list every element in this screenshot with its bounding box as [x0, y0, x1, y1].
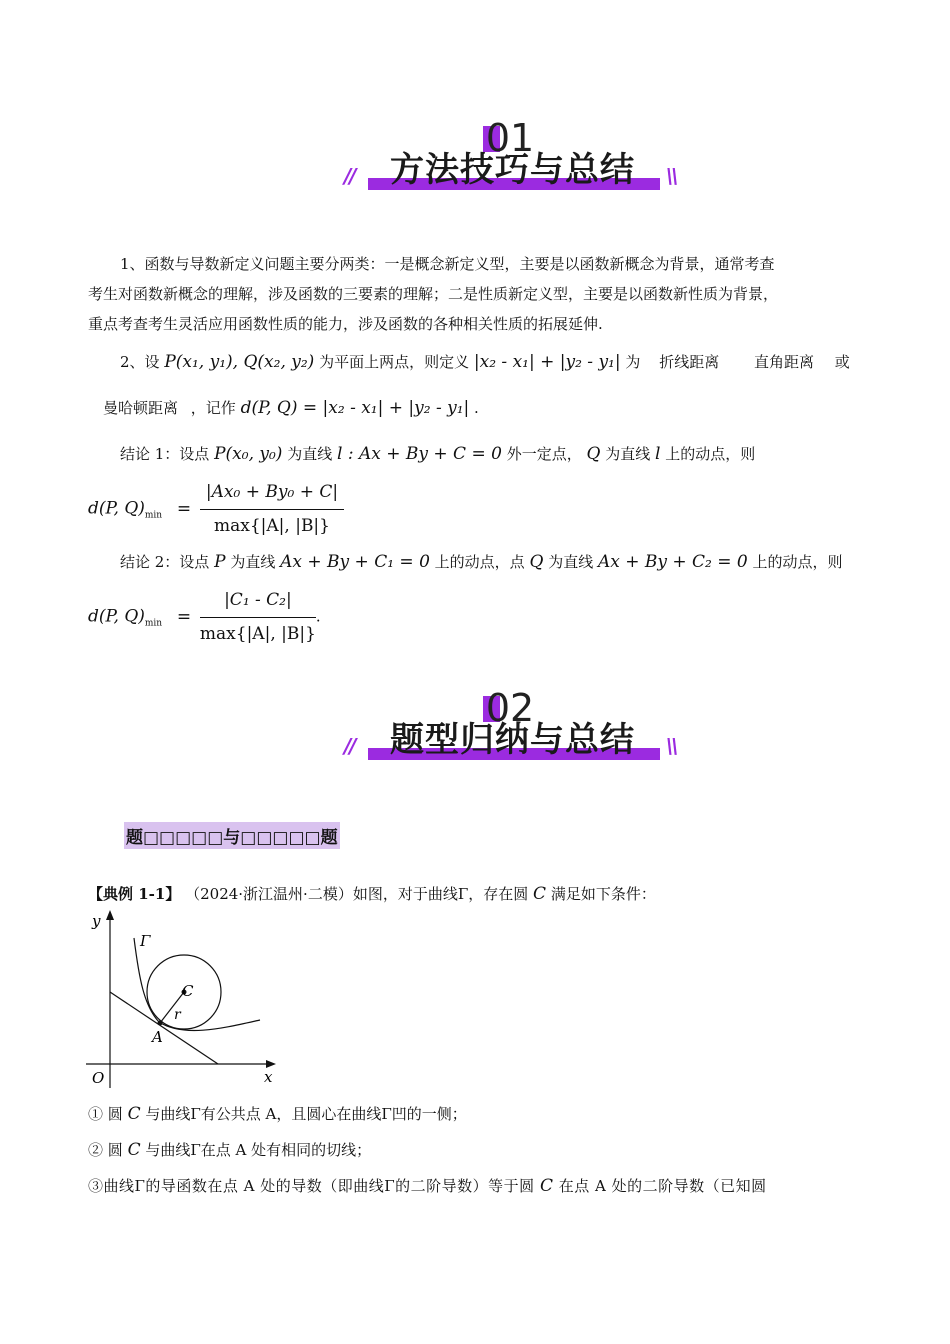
example-c: C: [533, 884, 547, 904]
y-axis-arrow-icon: [106, 910, 114, 920]
para2-or: 或: [834, 353, 850, 371]
condition-c: C: [127, 1104, 141, 1124]
conclusion2-line: [120, 548, 843, 577]
para2-end: .: [474, 399, 479, 417]
c2-p: P: [214, 552, 226, 572]
c1-eq: =: [176, 498, 192, 519]
c2-fraction: [200, 586, 316, 649]
topic-tag: 题□□□□□与□□□□□题: [124, 822, 340, 849]
c1-t4: 上的动点，则: [665, 445, 756, 463]
heading-title: 方法技巧与总结: [390, 150, 635, 190]
para2-name2: 直角距离: [753, 353, 814, 371]
slash-left-decor: //: [344, 164, 355, 188]
condition-c: C: [539, 1176, 554, 1196]
condition-1: [88, 1100, 467, 1129]
condition-c: C: [127, 1140, 141, 1160]
slash-right-decor: \\: [666, 734, 677, 758]
para2-name1: 折线距离: [659, 353, 720, 371]
section-heading-2: [340, 688, 685, 778]
para2-name3: 曼哈顿距离: [103, 399, 179, 417]
condition-prefix: ① 圆: [88, 1105, 123, 1123]
para1-line2: 考生对函数新概念的理解，涉及函数的三要素的理解；二是性质新定义型，主要是以函数新性质为背景，: [88, 285, 779, 303]
c1-numerator: |Ax₀ + By₀ + C|: [200, 478, 344, 510]
point-a-dot: [158, 1021, 163, 1026]
condition-prefix: ③曲线Γ的导函数在点 A 处的导数（即曲线Γ的二阶导数）等于圆: [88, 1177, 535, 1195]
c2-line2: Ax + By + C₂ = 0: [597, 552, 748, 572]
c2-t1: 为直线: [230, 553, 276, 571]
c2-line1: Ax + By + C₁ = 0: [280, 552, 430, 572]
curve-gamma: [134, 938, 260, 1031]
c2-denominator: max{|A|, |B|}: [199, 624, 316, 644]
heading-number: 02: [485, 686, 535, 730]
section-heading-1: [340, 118, 685, 208]
c1-fraction: [200, 478, 344, 541]
c2-eq: =: [176, 606, 192, 627]
c2-lhs: d(P, Q): [88, 606, 145, 627]
c2-t4: 上的动点，则: [752, 553, 843, 571]
c2-q: Q: [529, 552, 544, 572]
slash-right-decor: \\: [666, 164, 677, 188]
label-origin: O: [92, 1069, 105, 1087]
c2-numerator: |C₁ - C₂|: [200, 586, 316, 618]
c1-lhs: d(P, Q): [88, 498, 145, 519]
label-r: r: [174, 1007, 181, 1023]
tangent-line: [110, 992, 218, 1064]
c1-t1: 为直线: [287, 445, 333, 463]
c1-label: 结论 1：设点: [120, 445, 210, 463]
para2-line2: [103, 394, 479, 423]
label-gamma: Γ: [140, 932, 151, 950]
conclusion2-formula: [88, 586, 321, 649]
label-c: C: [182, 982, 194, 1000]
condition-text: 与曲线Γ有公共点 A，且圆心在曲线Γ凹的一侧；: [145, 1105, 467, 1123]
c1-denominator: max{|A|, |B|}: [214, 516, 330, 536]
heading-number: 01: [485, 116, 535, 160]
label-a: A: [152, 1028, 163, 1046]
c1-q: Q: [586, 444, 601, 464]
c2-t2: 上的动点，点: [434, 553, 525, 571]
c1-line: l : Ax + By + C = 0: [337, 444, 502, 464]
para2-prefix: 2、设: [120, 353, 160, 371]
c1-t2: 外一定点，: [506, 445, 582, 463]
c1-sub: min: [144, 510, 163, 521]
label-y: y: [92, 912, 101, 930]
c1-point: P(x₀, y₀): [214, 444, 283, 464]
label-x: x: [264, 1068, 273, 1086]
condition-3: [88, 1172, 767, 1201]
condition-prefix: ② 圆: [88, 1141, 123, 1159]
conclusion1-line: [120, 440, 755, 469]
para2-def-expr: |x₂ - x₁| + |y₂ - y₁|: [473, 352, 621, 372]
para2-mid: 为平面上两点，则定义: [319, 353, 470, 371]
conclusion1-formula: [88, 478, 344, 541]
example-text: （2024·浙江温州·二模）如图，对于曲线Γ，存在圆: [185, 885, 529, 903]
x-axis-arrow-icon: [266, 1060, 276, 1068]
slash-left-decor: //: [344, 734, 355, 758]
para1-line3: 重点考查考生灵活应用函数性质的能力，涉及函数的各种相关性质的拓展延伸.: [88, 315, 603, 333]
c2-label: 结论 2：设点: [120, 553, 210, 571]
c2-t3: 为直线: [548, 553, 594, 571]
c2-sub: min: [144, 618, 163, 629]
c2-end: .: [315, 607, 321, 626]
condition-text: 在点 A 处的二阶导数（已知圆: [558, 1177, 767, 1195]
example-label: 【典例 1-1】: [88, 885, 181, 903]
para2-formula: d(P, Q) = |x₂ - x₁| + |y₂ - y₁|: [240, 398, 470, 418]
c1-l: l: [655, 444, 661, 464]
c1-t3: 为直线: [605, 445, 651, 463]
para2-line1: [120, 348, 880, 377]
para2-points: P(x₁, y₁), Q(x₂, y₂): [164, 352, 315, 372]
condition-text: 与曲线Γ在点 A 处有相同的切线；: [145, 1141, 372, 1159]
para2-note: ，记作: [190, 399, 236, 417]
curve-circle-figure: [84, 908, 284, 1093]
para2-wei: 为: [625, 353, 641, 371]
example-text2: 满足如下条件：: [550, 885, 656, 903]
condition-2: [88, 1136, 371, 1165]
example-line: [88, 880, 656, 909]
para1-line1: 1、函数与导数新定义问题主要分两类：一是概念新定义型，主要是以函数新概念为背景，通常考查: [120, 255, 775, 273]
heading-title: 题型归纳与总结: [390, 720, 635, 760]
